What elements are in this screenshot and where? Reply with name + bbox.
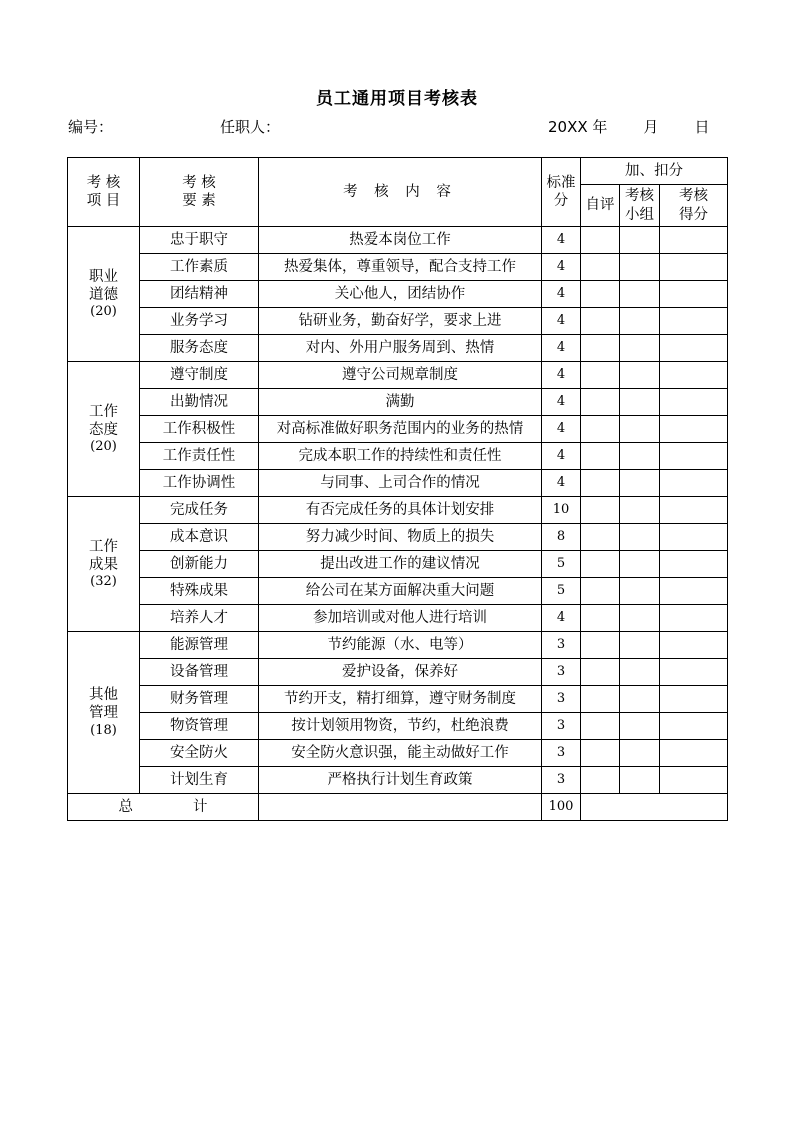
final-score-cell[interactable]: [660, 659, 728, 686]
category-subtotal: (20): [90, 439, 117, 454]
final-score-cell[interactable]: [660, 605, 728, 632]
table-row: [68, 632, 728, 659]
content-cell: 与同事、上司合作的情况: [259, 470, 542, 497]
serial-number-label: 编号：: [68, 118, 114, 136]
standard-score-cell: 3: [542, 632, 581, 659]
group-eval-cell[interactable]: [620, 389, 660, 416]
group-eval-cell[interactable]: [620, 686, 660, 713]
self-eval-cell[interactable]: [581, 470, 620, 497]
self-eval-cell[interactable]: [581, 605, 620, 632]
content-cell: 节约开支，精打细算，遵守财务制度: [259, 686, 542, 713]
final-score-cell[interactable]: [660, 281, 728, 308]
content-cell: 热爱本岗位工作: [259, 227, 542, 254]
standard-score-cell: 4: [542, 416, 581, 443]
category-name-line2: 成果: [89, 556, 118, 573]
group-eval-cell[interactable]: [620, 281, 660, 308]
standard-score-cell: 4: [542, 470, 581, 497]
self-eval-cell[interactable]: [581, 686, 620, 713]
final-score-cell[interactable]: [660, 767, 728, 794]
table-row: [68, 362, 728, 389]
standard-score-cell: 4: [542, 335, 581, 362]
final-score-cell[interactable]: [660, 443, 728, 470]
category-name-line2: 态度: [89, 421, 118, 438]
final-score-cell[interactable]: [660, 740, 728, 767]
final-score-cell[interactable]: [660, 578, 728, 605]
group-eval-cell[interactable]: [620, 740, 660, 767]
element-cell: 服务态度: [140, 335, 259, 362]
content-cell: 对内、外用户服务周到、热情: [259, 335, 542, 362]
self-eval-cell[interactable]: [581, 551, 620, 578]
date-year: 20XX 年: [548, 118, 608, 136]
content-cell: 满勤: [259, 389, 542, 416]
table-row: [68, 740, 728, 767]
standard-score-cell: 5: [542, 551, 581, 578]
standard-score-cell: 4: [542, 362, 581, 389]
final-score-cell[interactable]: [660, 524, 728, 551]
content-cell: 按计划领用物资，节约，杜绝浪费: [259, 713, 542, 740]
standard-score-cell: 4: [542, 605, 581, 632]
category-cell: [68, 362, 140, 497]
content-cell: 完成本职工作的持续性和责任性: [259, 443, 542, 470]
category-subtotal: (18): [90, 722, 117, 738]
final-score-cell[interactable]: [660, 551, 728, 578]
element-cell: 业务学习: [140, 308, 259, 335]
element-cell: 完成任务: [140, 497, 259, 524]
standard-score-cell: 8: [542, 524, 581, 551]
self-eval-cell[interactable]: [581, 497, 620, 524]
content-cell: 提出改进工作的建议情况: [259, 551, 542, 578]
content-cell: 关心他人，团结协作: [259, 281, 542, 308]
group-eval-cell[interactable]: [620, 335, 660, 362]
self-eval-cell[interactable]: [581, 443, 620, 470]
standard-score-cell: 4: [542, 254, 581, 281]
final-score-cell[interactable]: [660, 416, 728, 443]
standard-score-cell: 3: [542, 713, 581, 740]
self-eval-cell[interactable]: [581, 335, 620, 362]
standard-score-cell: 3: [542, 659, 581, 686]
element-cell: 物资管理: [140, 713, 259, 740]
self-eval-cell[interactable]: [581, 281, 620, 308]
employee-label: 任职人：: [220, 118, 281, 136]
self-eval-cell[interactable]: [581, 659, 620, 686]
date-line: [548, 116, 709, 137]
header-standard-score: 标准 分: [542, 158, 581, 227]
element-cell: 出勤情况: [140, 389, 259, 416]
content-cell: 钻研业务，勤奋好学，要求上进: [259, 308, 542, 335]
final-score-cell[interactable]: [660, 254, 728, 281]
content-cell: 热爱集体，尊重领导，配合支持工作: [259, 254, 542, 281]
final-score-cell[interactable]: [660, 389, 728, 416]
element-cell: 遵守制度: [140, 362, 259, 389]
category-cell: [68, 497, 140, 632]
content-cell: 爱护设备，保养好: [259, 659, 542, 686]
date-day: 日: [694, 118, 710, 136]
assessment-table: [67, 157, 728, 821]
table-row: [68, 443, 728, 470]
header-self-eval: 自评: [581, 185, 620, 227]
table-row: [68, 605, 728, 632]
element-cell: 工作协调性: [140, 470, 259, 497]
header-adjust: 加、扣分: [581, 158, 728, 185]
header-item: 考 核 项 目: [68, 158, 140, 227]
table-row: [68, 713, 728, 740]
category-subtotal: (32): [90, 574, 117, 589]
category-name-line1: 工作: [89, 403, 118, 420]
element-cell: 设备管理: [140, 659, 259, 686]
final-score-cell[interactable]: [660, 497, 728, 524]
group-eval-cell[interactable]: [620, 254, 660, 281]
table-row: [68, 767, 728, 794]
standard-score-cell: 3: [542, 767, 581, 794]
total-label: [68, 794, 259, 821]
content-cell: 努力减少时间、物质上的损失: [259, 524, 542, 551]
group-eval-cell[interactable]: [620, 470, 660, 497]
final-score-cell[interactable]: [660, 686, 728, 713]
group-eval-cell[interactable]: [620, 227, 660, 254]
standard-score-cell: 3: [542, 740, 581, 767]
final-score-cell[interactable]: [660, 470, 728, 497]
final-score-cell[interactable]: [660, 632, 728, 659]
table-row: [68, 335, 728, 362]
element-cell: 特殊成果: [140, 578, 259, 605]
self-eval-cell[interactable]: [581, 227, 620, 254]
table-row: [68, 497, 728, 524]
element-cell: 工作素质: [140, 254, 259, 281]
group-eval-cell[interactable]: [620, 659, 660, 686]
final-score-cell[interactable]: [660, 362, 728, 389]
standard-score-cell: 4: [542, 443, 581, 470]
element-cell: 成本意识: [140, 524, 259, 551]
element-cell: 团结精神: [140, 281, 259, 308]
table-row: [68, 524, 728, 551]
final-score-cell[interactable]: [660, 308, 728, 335]
self-eval-cell[interactable]: [581, 713, 620, 740]
table-row: [68, 254, 728, 281]
self-eval-cell[interactable]: [581, 362, 620, 389]
table-row: [68, 281, 728, 308]
content-cell: 安全防火意识强，能主动做好工作: [259, 740, 542, 767]
group-eval-cell[interactable]: [620, 713, 660, 740]
final-score-cell[interactable]: [660, 335, 728, 362]
table-row: [68, 578, 728, 605]
date-month: 月: [643, 118, 659, 136]
group-eval-cell[interactable]: [620, 551, 660, 578]
content-cell: 遵守公司规章制度: [259, 362, 542, 389]
group-eval-cell[interactable]: [620, 308, 660, 335]
content-cell: 有否完成任务的具体计划安排: [259, 497, 542, 524]
group-eval-cell[interactable]: [620, 362, 660, 389]
self-eval-cell[interactable]: [581, 389, 620, 416]
standard-score-cell: 3: [542, 686, 581, 713]
total-label-a: 总: [118, 798, 133, 815]
content-cell: 节约能源（水、电等）: [259, 632, 542, 659]
standard-score-cell: 4: [542, 389, 581, 416]
table-row: [68, 389, 728, 416]
content-cell: 对高标准做好职务范围内的业务的热情: [259, 416, 542, 443]
category-name-line2: 道德: [89, 286, 118, 303]
standard-score-cell: 5: [542, 578, 581, 605]
table-row: [68, 659, 728, 686]
category-name-line2: 管理: [89, 705, 118, 722]
element-cell: 创新能力: [140, 551, 259, 578]
group-eval-cell[interactable]: [620, 497, 660, 524]
table-row: [68, 227, 728, 254]
total-score: 100: [542, 794, 581, 821]
table-row: [68, 686, 728, 713]
header-row-1: [68, 158, 728, 185]
standard-score-cell: 4: [542, 281, 581, 308]
table-row: [68, 308, 728, 335]
total-row: [68, 794, 728, 821]
category-subtotal: (20): [90, 304, 117, 319]
category-name-line1: 工作: [89, 538, 118, 555]
final-score-cell[interactable]: [660, 227, 728, 254]
header-final-score: 考核 得分: [660, 185, 728, 227]
element-cell: 忠于职守: [140, 227, 259, 254]
self-eval-cell[interactable]: [581, 740, 620, 767]
element-cell: 计划生育: [140, 767, 259, 794]
total-adjust-cell[interactable]: [581, 794, 728, 821]
self-eval-cell[interactable]: [581, 254, 620, 281]
content-cell: 严格执行计划生育政策: [259, 767, 542, 794]
element-cell: 安全防火: [140, 740, 259, 767]
header-group: 考核 小组: [620, 185, 660, 227]
element-cell: 能源管理: [140, 632, 259, 659]
self-eval-cell[interactable]: [581, 578, 620, 605]
content-cell: 给公司在某方面解决重大问题: [259, 578, 542, 605]
self-eval-cell[interactable]: [581, 632, 620, 659]
element-cell: 工作责任性: [140, 443, 259, 470]
category-name-line1: 其他: [89, 687, 118, 704]
content-cell: 参加培训或对他人进行培训: [259, 605, 542, 632]
group-eval-cell[interactable]: [620, 767, 660, 794]
final-score-cell[interactable]: [660, 713, 728, 740]
group-eval-cell[interactable]: [620, 416, 660, 443]
group-eval-cell[interactable]: [620, 524, 660, 551]
table-row: [68, 416, 728, 443]
header-element: 考 核 要 素: [140, 158, 259, 227]
total-label-b: 计: [193, 798, 208, 815]
header-content: 考 核 内 容: [259, 158, 542, 227]
standard-score-cell: 4: [542, 227, 581, 254]
table-row: [68, 470, 728, 497]
group-eval-cell[interactable]: [620, 632, 660, 659]
standard-score-cell: 4: [542, 308, 581, 335]
self-eval-cell[interactable]: [581, 308, 620, 335]
self-eval-cell[interactable]: [581, 524, 620, 551]
group-eval-cell[interactable]: [620, 578, 660, 605]
total-content-cell: [259, 794, 542, 821]
group-eval-cell[interactable]: [620, 443, 660, 470]
category-name-line1: 职业: [89, 268, 118, 285]
self-eval-cell[interactable]: [581, 416, 620, 443]
form-title: 员工通用项目考核表: [316, 89, 478, 109]
element-cell: 工作积极性: [140, 416, 259, 443]
category-cell: [68, 632, 140, 794]
element-cell: 财务管理: [140, 686, 259, 713]
self-eval-cell[interactable]: [581, 767, 620, 794]
category-cell: [68, 227, 140, 362]
element-cell: 培养人才: [140, 605, 259, 632]
table-row: [68, 551, 728, 578]
standard-score-cell: 10: [542, 497, 581, 524]
group-eval-cell[interactable]: [620, 605, 660, 632]
